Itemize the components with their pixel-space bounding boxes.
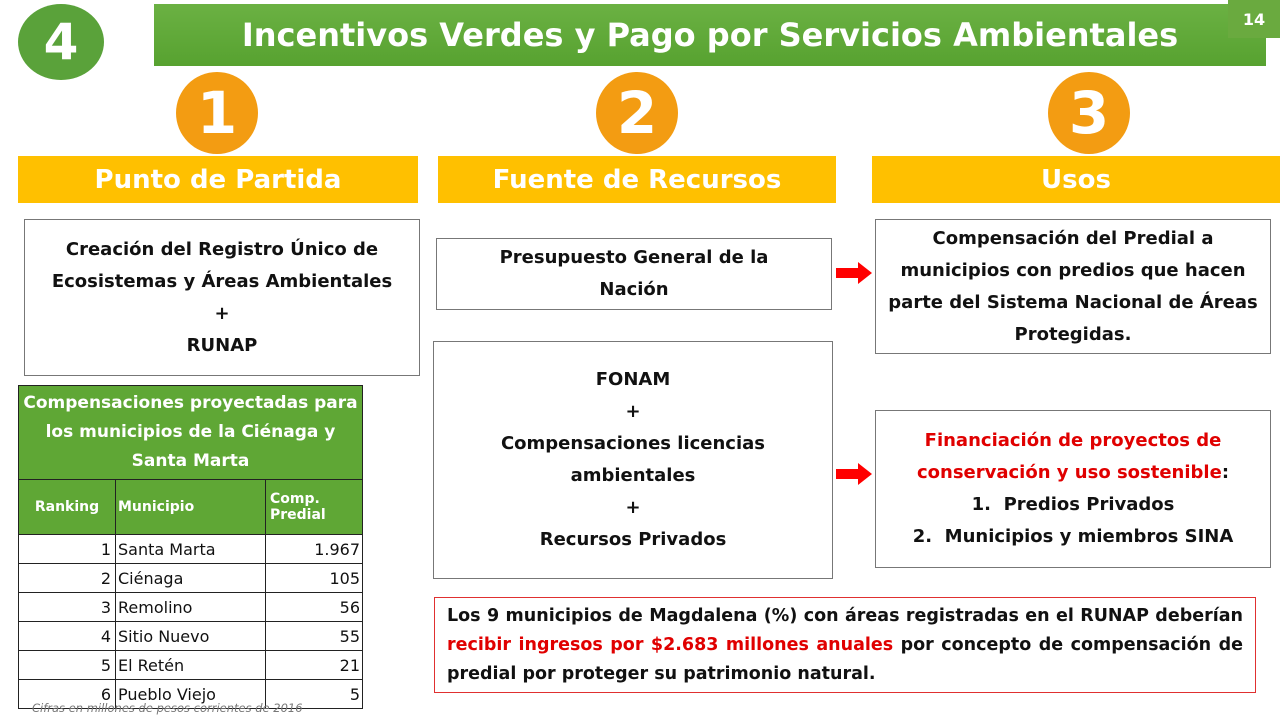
table-row (19, 622, 363, 651)
cell-municipio: Santa Marta (116, 535, 266, 564)
step-header-punto-partida: Punto de Partida (18, 156, 418, 203)
cell-municipio: Ciénaga (116, 564, 266, 593)
cell-rank: 4 (19, 622, 116, 651)
step-3-number: 3 (1048, 72, 1130, 154)
table-row (19, 593, 363, 622)
table-row (19, 564, 363, 593)
compensaciones-table (18, 385, 363, 709)
cell-municipio: Pueblo Viejo (116, 680, 266, 709)
cell-municipio: Sitio Nuevo (116, 622, 266, 651)
right-arrow-icon (836, 463, 872, 485)
step-1-number: 1 (176, 72, 258, 154)
cell-valor: 5 (266, 680, 363, 709)
summary-box (434, 597, 1256, 693)
cell-rank: 1 (19, 535, 116, 564)
cell-rank: 2 (19, 564, 116, 593)
slide-title: Incentivos Verdes y Pago por Servicios Ambientales (154, 4, 1266, 66)
table-footnote: Cifras en millones de pesos corrientes de 2016 (32, 701, 303, 715)
cell-rank: 5 (19, 651, 116, 680)
summary-highlight: recibir ingresos por $2.683 millones anuales (447, 635, 894, 655)
table-row (19, 651, 363, 680)
financiacion-title (886, 425, 1260, 489)
right-arrow-icon (836, 262, 872, 284)
column-header-municipio: Municipio (116, 480, 266, 535)
list-item (972, 489, 1175, 521)
step-header-usos: Usos (872, 156, 1280, 203)
cell-valor: 21 (266, 651, 363, 680)
runap-text: RUNAP (186, 334, 258, 356)
cell-rank: 6 (19, 680, 116, 709)
summary-text-part1: Los 9 municipios de Magdalena (%) con áreas registradas en el RUNAP deberían (447, 606, 1243, 626)
financiacion-text: Financiación de proyectos de conservación y uso sostenible (916, 430, 1222, 483)
plus-sign: + (625, 497, 641, 518)
page-number: 14 (1228, 0, 1280, 38)
list-number: 1. (971, 494, 992, 515)
cell-valor: 105 (266, 564, 363, 593)
table-row (19, 535, 363, 564)
pgn-box (436, 238, 832, 310)
step-2-number: 2 (596, 72, 678, 154)
list-item-text: Predios Privados (1003, 494, 1175, 515)
step-header-fuente-recursos: Fuente de Recursos (438, 156, 836, 203)
cell-municipio: Remolino (116, 593, 266, 622)
summary-text-part2: por concepto de compensación de predial por proteger su patrimonio natural. (447, 635, 1243, 684)
predial-box (875, 219, 1271, 354)
section-number-badge: 4 (18, 4, 104, 80)
pgn-text: Presupuesto General de la Nación (499, 247, 769, 300)
fonam-box (433, 341, 833, 579)
cell-valor: 55 (266, 622, 363, 651)
financiacion-colon: : (1221, 462, 1230, 483)
cell-municipio: El Retén (116, 651, 266, 680)
financiacion-box (875, 410, 1271, 568)
cell-valor: 56 (266, 593, 363, 622)
column-header-comp-predial: Comp. Predial (266, 480, 363, 535)
privados-text: Recursos Privados (539, 529, 727, 550)
list-number: 2. (912, 526, 933, 547)
punto-partida-box (24, 219, 420, 376)
plus-sign: + (625, 401, 641, 422)
cell-rank: 3 (19, 593, 116, 622)
list-item-text: Municipios y miembros SINA (944, 526, 1234, 547)
predial-text: Compensación del Predial a municipios con predios que hacen parte del Sistema Nacional de Áreas Protegidas. (888, 227, 1258, 345)
cell-valor: 1.967 (266, 535, 363, 564)
table-title: Compensaciones proyectadas para los municipios de la Ciénaga y Santa Marta (19, 386, 363, 480)
licencias-text: Compensaciones licencias ambientales (500, 433, 766, 486)
list-item (913, 521, 1234, 553)
plus-sign: + (214, 302, 230, 324)
fonam-text: FONAM (595, 369, 671, 390)
registro-text: Creación del Registro Único de Ecosistemas y Áreas Ambientales (51, 238, 393, 292)
column-header-ranking: Ranking (19, 480, 116, 535)
